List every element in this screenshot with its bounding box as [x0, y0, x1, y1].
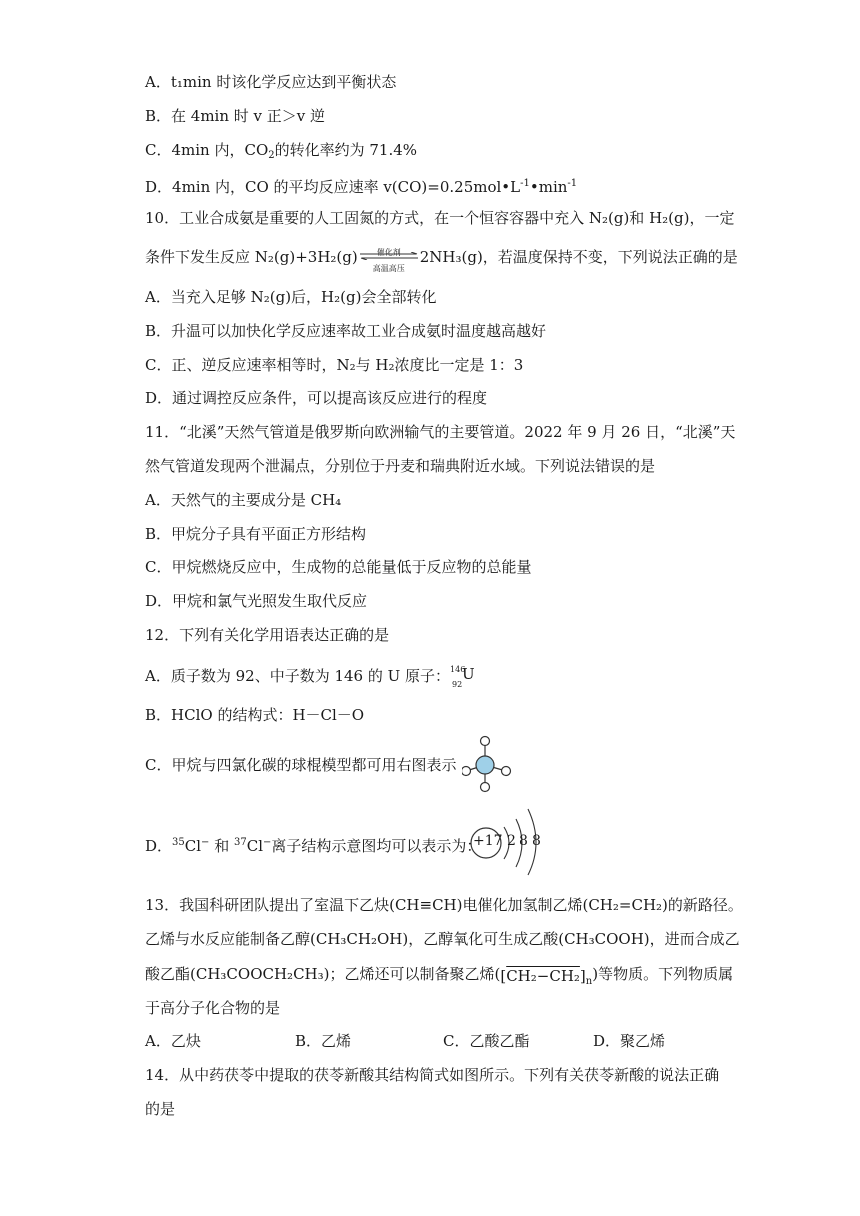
- q12-stem: 12．下列有关化学用语表达正确的是: [145, 626, 390, 644]
- q9-option-a: A．t₁min 时该化学反应达到平衡状态: [145, 73, 397, 91]
- ball-and-stick-model-icon: [462, 735, 516, 793]
- q10-option-a: A．当充入足够 N₂(g)后，H₂(g)会全部转化: [145, 288, 437, 306]
- q10-option-c: C．正、逆反应速率相等时，N₂与 H₂浓度比一定是 1：3: [145, 356, 524, 374]
- q13-options: [145, 1031, 745, 1051]
- q9-option-c: C．4min 内，$CO_2$的转化率约为 71.4%: [145, 141, 418, 161]
- q11-option-d: D．甲烷和氯气光照发生取代反应: [145, 592, 368, 610]
- q10-option-d: D．通过调控反应条件，可以提高该反应进行的程度: [145, 389, 488, 407]
- q13-option-d: D．聚乙烯: [593, 1032, 666, 1050]
- q13-stem-line2: 乙烯与水反应能制备乙醇(CH₃CH₂OH)，乙醇氧化可生成乙酸(CH₃COOH)，进而合成乙: [145, 930, 740, 948]
- q12-option-d: D．$^{35}$Cl− 和 $^{37}$Cl−离子结构示意图均可以表示为：: [145, 837, 482, 855]
- q9-option-d: D．4min 内，CO 的平均反应速率 $v(CO)=0.25mol•L^{-1}•\min^{-1}$: [145, 178, 578, 196]
- q11-option-b: B．甲烷分子具有平面正方形结构: [145, 525, 367, 543]
- ion-structure-diagram: [466, 805, 546, 877]
- q10-stem-line2: 条件下发生反应 N₂(g)+3H₂(g) 催化剂 高温高压 2NH₃(g)，若温度保持不变，下列说法正确的是: [145, 248, 738, 273]
- electron-shell-1: 2: [507, 833, 516, 849]
- equilibrium-arrow-icon: 催化剂 高温高压: [358, 246, 420, 266]
- q12-option-c: C．甲烷与四氯化碳的球棍模型都可用右图表示: [145, 756, 457, 774]
- q12-option-a: A．质子数为 92、中子数为 146 的 U 原子： 146 92 U: [145, 665, 475, 689]
- electron-shell-3: 8: [532, 833, 541, 849]
- q9-option-b: B．在 4min 时 v 正＞v 逆: [145, 107, 326, 125]
- q11-stem-line1: 11．“北溪”天然气管道是俄罗斯向欧洲输气的主要管道。2022 年 9 月 26 日，“北溪”天: [145, 423, 736, 441]
- q11-option-a: A．天然气的主要成分是 CH₄: [145, 491, 342, 509]
- q14-stem-line1: 14．从中药茯苓中提取的茯苓新酸其结构简式如图所示。下列有关茯苓新酸的说法正确: [145, 1066, 720, 1084]
- q13-option-b: B．乙烯: [295, 1032, 352, 1050]
- uranium-nuclide-symbol: 146 92 U: [450, 665, 475, 689]
- q13-option-c: C．乙酸乙酯: [443, 1032, 530, 1050]
- q11-stem-line2: 然气管道发现两个泄漏点，分别位于丹麦和瑞典附近水域。下列说法错误的是: [145, 457, 656, 475]
- nucleus-charge: +17: [473, 833, 503, 849]
- q13-option-a: A．乙炔: [145, 1032, 201, 1050]
- q14-stem-line2: 的是: [145, 1100, 176, 1118]
- q13-stem-line1: 13．我国科研团队提出了室温下乙炔(CH≡CH)电催化加氢制乙烯(CH₂=CH₂)的新路径。: [145, 896, 743, 914]
- q10-stem-line1: 10．工业合成氨是重要的人工固氮的方式，在一个恒容容器中充入 N₂(g)和 H₂(g)，一定: [145, 209, 735, 227]
- q10-option-b: B．升温可以加快化学反应速率故工业合成氨时温度越高越好: [145, 322, 547, 340]
- q11-option-c: C．甲烷燃烧反应中，生成物的总能量低于反应物的总能量: [145, 558, 532, 576]
- polyethylene-formula: $[CH_2-CH_2]_n$: [500, 967, 593, 987]
- q12-option-b: B．HClO 的结构式：H－Cl－O: [145, 706, 365, 724]
- q13-stem-line4: 于高分子化合物的是: [145, 999, 281, 1017]
- electron-shell-2: 8: [519, 833, 528, 849]
- q13-stem-line3: 酸乙酯(CH₃COOCH₂CH₃)；乙烯还可以制备聚乙烯$([CH_2-CH_2]_n)$等物质。下列物质属: [145, 964, 733, 992]
